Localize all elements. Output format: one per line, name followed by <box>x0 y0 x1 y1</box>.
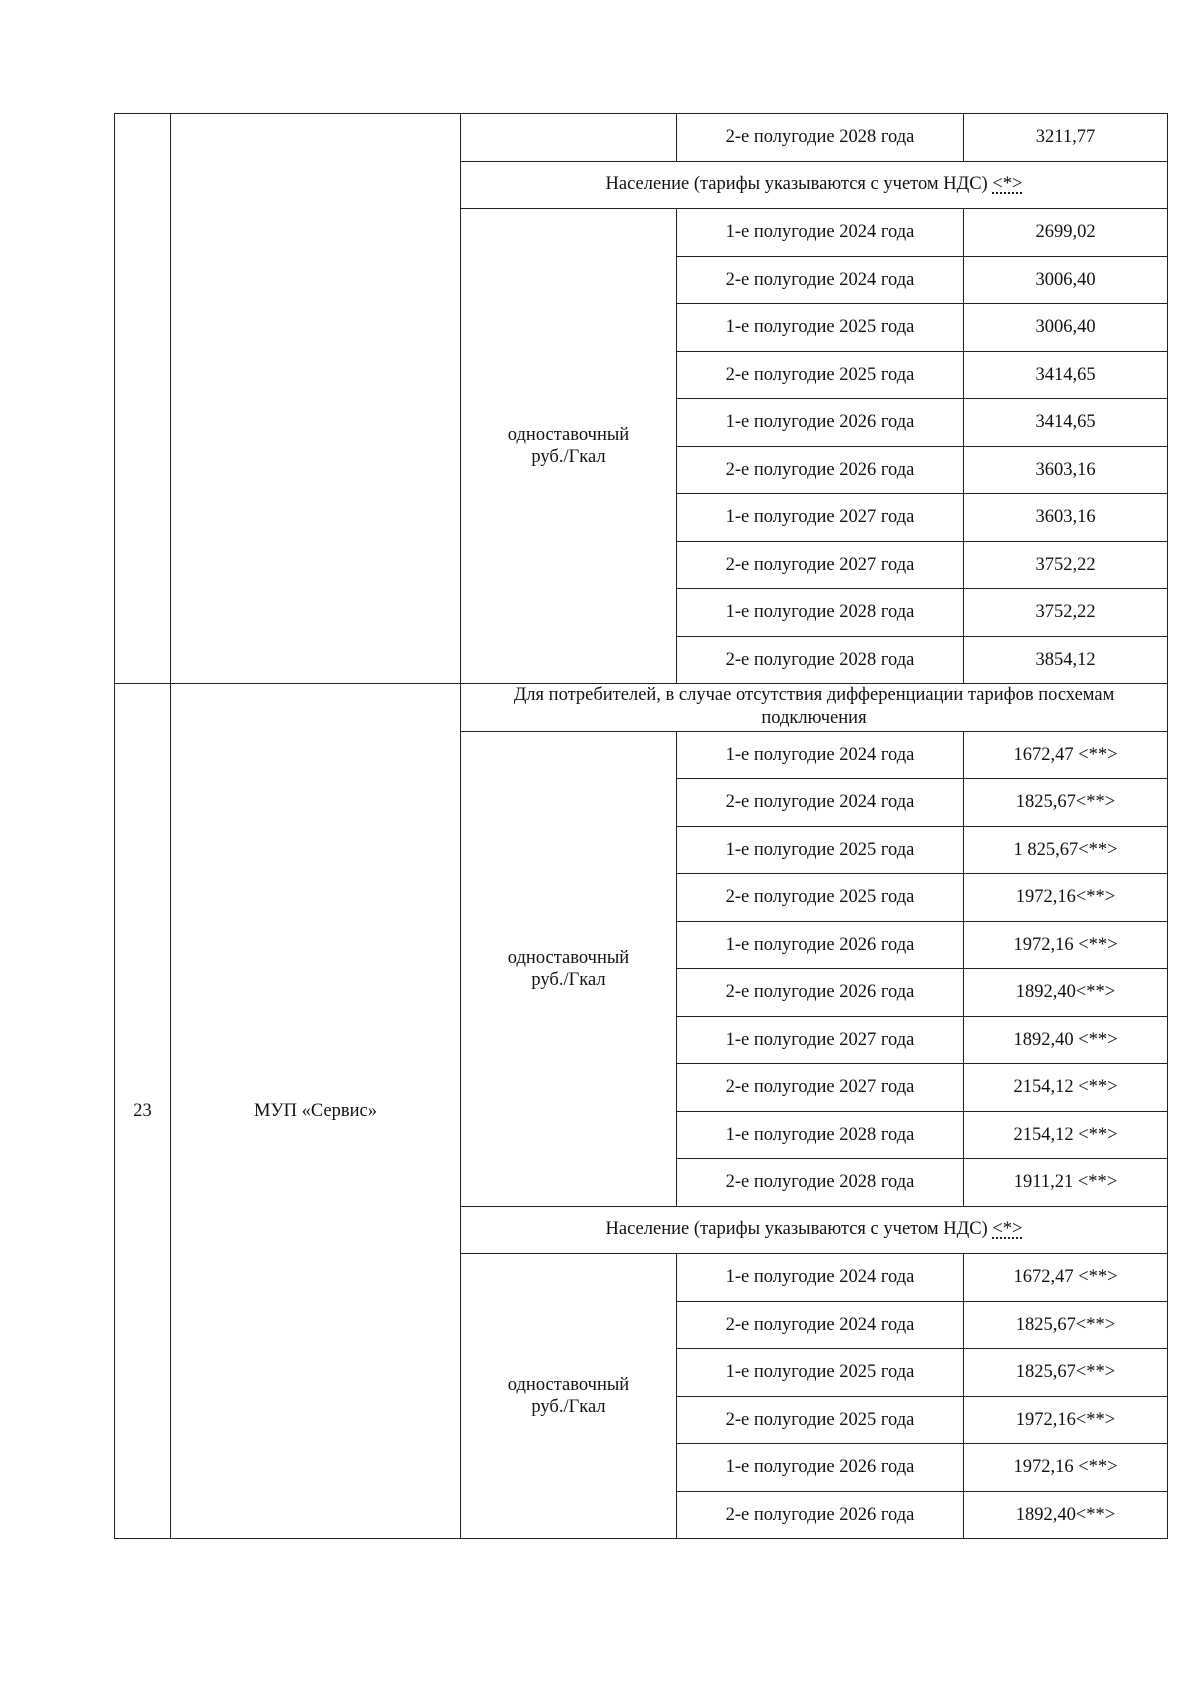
tariff-value-cell: 2154,12 <**> <box>964 1111 1168 1159</box>
organization-cell <box>171 114 461 684</box>
period-cell: 1-е полугодие 2024 года <box>677 209 964 257</box>
period-cell: 1-е полугодие 2024 года <box>677 1254 964 1302</box>
tariff-value-cell: 3752,22 <box>964 541 1168 589</box>
tariff-value-cell: 1972,16 <**> <box>964 921 1168 969</box>
organization-cell: МУП «Сервис» <box>171 684 461 1539</box>
period-cell: 2-е полугодие 2026 года <box>677 969 964 1017</box>
period-cell: 1-е полугодие 2026 года <box>677 1444 964 1492</box>
tariff-type-cell <box>461 114 677 162</box>
population-header-text: Население (тарифы указываются с учетом НДС) <box>605 1219 988 1240</box>
tariff-type-cell <box>461 1254 677 1539</box>
tariff-value-cell: 1672,47 <**> <box>964 1254 1168 1302</box>
consumers-header: Для потребителей, в случае отсутствия дифференциации тарифов посхемам подключения <box>461 684 1168 732</box>
tariff-value-cell: 3603,16 <box>964 494 1168 542</box>
tariff-value-cell: 1972,16<**> <box>964 874 1168 922</box>
tariff-value-cell: 3211,77 <box>964 114 1168 162</box>
period-cell: 1-е полугодие 2025 года <box>677 826 964 874</box>
period-cell: 2-е полугодие 2027 года <box>677 1064 964 1112</box>
footnote-link[interactable]: <*> <box>992 1219 1023 1240</box>
table-row <box>115 684 1168 732</box>
tariff-type-label: одноставочный <box>507 425 630 445</box>
tariff-value-cell: 1972,16<**> <box>964 1396 1168 1444</box>
footnote-link[interactable]: <*> <box>992 174 1023 195</box>
tariff-value-cell: 3414,65 <box>964 399 1168 447</box>
period-cell: 1-е полугодие 2028 года <box>677 589 964 637</box>
tariff-value-cell: 1972,16 <**> <box>964 1444 1168 1492</box>
tariff-value-cell: 3414,65 <box>964 351 1168 399</box>
period-cell: 2-е полугодие 2025 года <box>677 351 964 399</box>
row-number-cell: 23 <box>115 684 171 1539</box>
tariff-value-cell: 1892,40<**> <box>964 969 1168 1017</box>
period-cell: 1-е полугодие 2026 года <box>677 921 964 969</box>
population-header <box>461 161 1168 209</box>
tariff-value-cell: 1825,67<**> <box>964 1301 1168 1349</box>
tariff-type-cell <box>461 209 677 684</box>
tariff-value-cell: 1825,67<**> <box>964 1349 1168 1397</box>
population-header-text: Население (тарифы указываются с учетом НДС) <box>605 174 988 195</box>
tariff-value-cell: 1672,47 <**> <box>964 731 1168 779</box>
tariff-value-cell: 3752,22 <box>964 589 1168 637</box>
period-cell: 1-е полугодие 2025 года <box>677 1349 964 1397</box>
period-cell: 1-е полугодие 2028 года <box>677 1111 964 1159</box>
tariff-value-cell: 1892,40<**> <box>964 1491 1168 1539</box>
period-cell: 2-е полугодие 2026 года <box>677 1491 964 1539</box>
tariff-value-cell: 1911,21 <**> <box>964 1159 1168 1207</box>
period-cell: 1-е полугодие 2027 года <box>677 494 964 542</box>
tariff-unit-label: руб./Гкал <box>531 447 606 467</box>
period-cell: 2-е полугодие 2027 года <box>677 541 964 589</box>
tariff-unit-label: руб./Гкал <box>531 1397 606 1417</box>
tariff-value-cell: 3006,40 <box>964 256 1168 304</box>
tariff-value-cell: 3006,40 <box>964 304 1168 352</box>
period-cell: 1-е полугодие 2025 года <box>677 304 964 352</box>
period-cell: 1-е полугодие 2027 года <box>677 1016 964 1064</box>
period-cell: 2-е полугодие 2025 года <box>677 1396 964 1444</box>
tariff-type-label: одноставочный <box>507 1375 630 1395</box>
period-cell: 2-е полугодие 2028 года <box>677 636 964 684</box>
period-cell: 2-е полугодие 2028 года <box>677 114 964 162</box>
tariff-table <box>114 113 1168 1539</box>
period-cell: 1-е полугодие 2024 года <box>677 731 964 779</box>
tariff-value-cell: 1 825,67<**> <box>964 826 1168 874</box>
tariff-value-cell: 1825,67<**> <box>964 779 1168 827</box>
tariff-value-cell: 2154,12 <**> <box>964 1064 1168 1112</box>
tariff-value-cell: 3603,16 <box>964 446 1168 494</box>
period-cell: 1-е полугодие 2026 года <box>677 399 964 447</box>
period-cell: 2-е полугодие 2024 года <box>677 779 964 827</box>
tariff-unit-label: руб./Гкал <box>531 969 606 990</box>
row-number-cell <box>115 114 171 684</box>
tariff-type-label: одноставочный <box>507 947 630 968</box>
tariff-value-cell: 1892,40 <**> <box>964 1016 1168 1064</box>
period-cell: 2-е полугодие 2024 года <box>677 256 964 304</box>
tariff-type-cell <box>461 731 677 1206</box>
period-cell: 2-е полугодие 2028 года <box>677 1159 964 1207</box>
period-cell: 2-е полугодие 2024 года <box>677 1301 964 1349</box>
period-cell: 2-е полугодие 2026 года <box>677 446 964 494</box>
tariff-value-cell: 2699,02 <box>964 209 1168 257</box>
population-header <box>461 1206 1168 1254</box>
table-row <box>115 114 1168 162</box>
period-cell: 2-е полугодие 2025 года <box>677 874 964 922</box>
tariff-value-cell: 3854,12 <box>964 636 1168 684</box>
